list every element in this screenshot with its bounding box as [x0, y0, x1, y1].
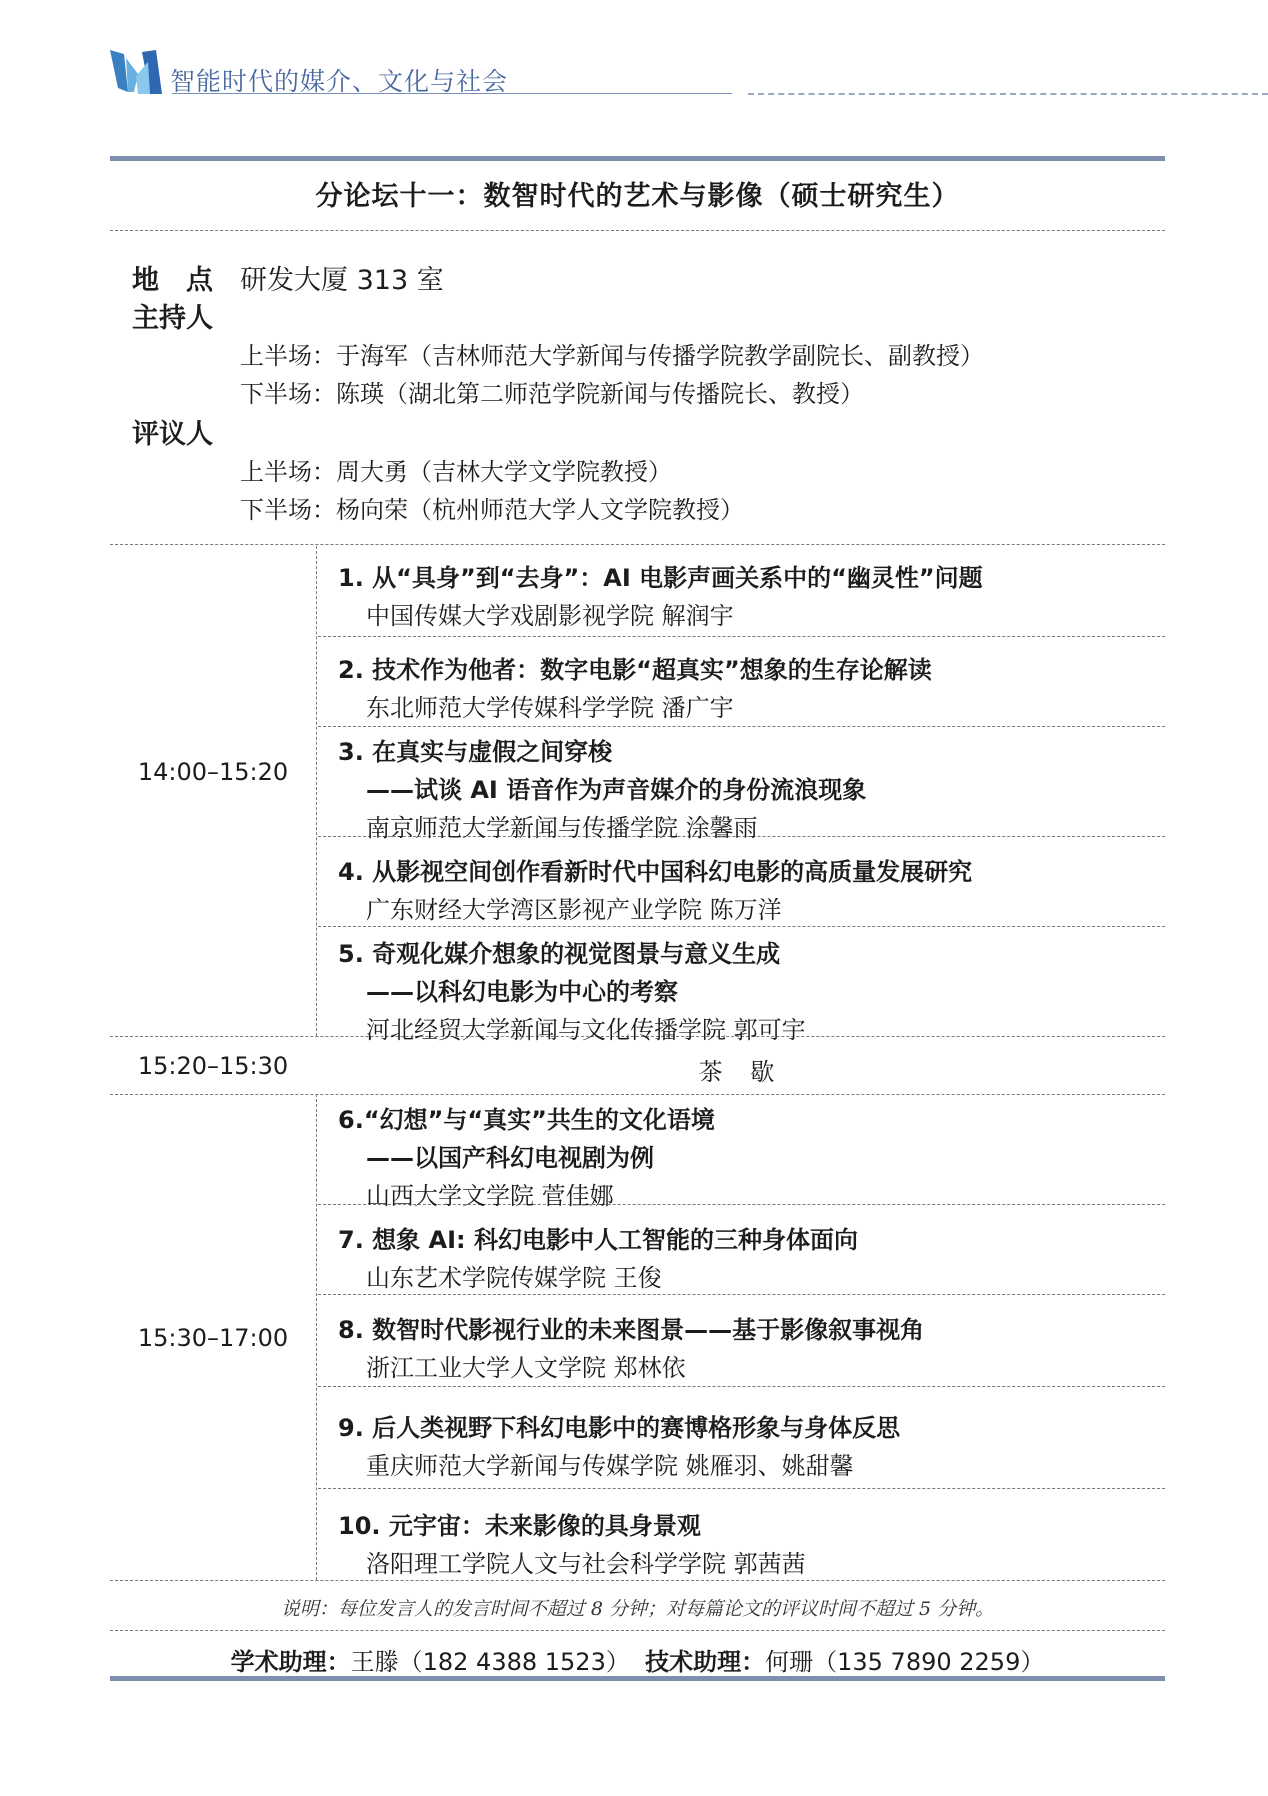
paper-author: 中国传媒大学戏剧影视学院 解润宇 — [366, 602, 734, 630]
paper-subtitle: ——以国产科幻电视剧为例 — [366, 1144, 654, 1172]
row-divider — [318, 636, 1165, 637]
reviewer-second-half: 下半场：杨向荣（杭州师范大学人文学院教授） — [240, 496, 744, 524]
paper-subtitle: ——试谈 AI 语音作为声音媒介的身份流浪现象 — [366, 776, 867, 804]
tea-break-label: 茶 歇 — [698, 1058, 785, 1086]
tech-assistant-value: 何珊（135 7890 2259） — [765, 1648, 1045, 1676]
schedule-column-divider — [316, 546, 317, 1036]
paper-subtitle: ——以科幻电影为中心的考察 — [366, 978, 678, 1006]
academic-assistant-label: 学术助理： — [230, 1648, 351, 1676]
top-rule — [110, 156, 1165, 161]
bottom-rule — [110, 1676, 1165, 1681]
academic-assistant-value: 王滕（182 4388 1523） — [350, 1648, 630, 1676]
paper-author: 重庆师范大学新闻与传媒学院 姚雁羽、姚甜馨 — [366, 1452, 854, 1480]
footer-divider — [110, 1630, 1165, 1631]
divider — [110, 230, 1165, 231]
header-underline — [172, 93, 732, 94]
row-divider — [318, 726, 1165, 727]
paper-title: 1. 从“具身”到“去身”：AI 电影声画关系中的“幽灵性”问题 — [338, 564, 983, 592]
paper-author: 浙江工业大学人文学院 郑林依 — [366, 1354, 686, 1382]
host-first-half: 上半场：于海军（吉林师范大学新闻与传播学院教学副院长、副教授） — [240, 342, 984, 370]
logo-icon — [108, 48, 172, 98]
paper-title: 3. 在真实与虚假之间穿梭 — [338, 738, 613, 766]
row-divider — [318, 1488, 1165, 1489]
location-label: 地 点 — [132, 265, 213, 296]
row-divider — [318, 926, 1165, 927]
paper-title: 10. 元宇宙：未来影像的具身景观 — [338, 1512, 701, 1540]
row-divider — [318, 1386, 1165, 1387]
paper-title: 4. 从影视空间创作看新时代中国科幻电影的高质量发展研究 — [338, 858, 973, 886]
paper-author: 东北师范大学传媒科学学院 潘广宇 — [366, 694, 734, 722]
paper-author: 河北经贸大学新闻与文化传播学院 郭可宇 — [366, 1016, 806, 1044]
session-time: 14:00–15:20 — [137, 758, 289, 786]
host-second-half: 下半场：陈瑛（湖北第二师范学院新闻与传播院长、教授） — [240, 380, 864, 408]
paper-title: 5. 奇观化媒介想象的视觉图景与意义生成 — [338, 940, 781, 968]
paper-title: 2. 技术作为他者：数字电影“超真实”想象的生存论解读 — [338, 656, 932, 684]
schedule-top-divider — [110, 544, 1165, 545]
paper-author: 山东艺术学院传媒学院 王俊 — [366, 1264, 662, 1292]
assistants-line — [110, 1642, 1165, 1677]
session-divider — [110, 1094, 1165, 1095]
paper-author: 山西大学文学院 菅佳娜 — [366, 1182, 614, 1210]
schedule-column-divider — [316, 1094, 317, 1580]
note-text: 说明：每位发言人的发言时间不超过 8 分钟；对每篇论文的评议时间不超过 5 分钟。 — [280, 1598, 995, 1620]
page-header — [108, 48, 1158, 108]
session-time: 15:30–17:00 — [137, 1324, 289, 1352]
header-dash-line — [748, 93, 1268, 95]
location-value: 研发大厦 313 室 — [240, 265, 444, 296]
header-title: 智能时代的媒介、文化与社会 — [170, 67, 509, 96]
paper-title: 6.“幻想”与“真实”共生的文化语境 — [338, 1106, 715, 1134]
hosts-label: 主持人 — [132, 303, 213, 334]
session-time: 15:20–15:30 — [137, 1052, 289, 1080]
paper-author: 广东财经大学湾区影视产业学院 陈万洋 — [366, 896, 782, 924]
paper-author: 南京师范大学新闻与传播学院 涂馨雨 — [366, 814, 758, 842]
paper-title: 9. 后人类视野下科幻电影中的赛博格形象与身体反思 — [338, 1414, 901, 1442]
reviewers-label: 评议人 — [132, 419, 213, 450]
row-divider — [318, 1294, 1165, 1295]
paper-title: 7. 想象 AI: 科幻电影中人工智能的三种身体面向 — [338, 1226, 858, 1254]
forum-title: 分论坛十一：数智时代的艺术与影像（硕士研究生） — [315, 181, 960, 212]
paper-author: 洛阳理工学院人文与社会科学学院 郭茜茜 — [366, 1550, 806, 1578]
reviewer-first-half: 上半场：周大勇（吉林大学文学院教授） — [240, 458, 672, 486]
schedule-bottom-divider — [110, 1580, 1165, 1581]
tech-assistant-label: 技术助理： — [645, 1648, 766, 1676]
paper-title: 8. 数智时代影视行业的未来图景——基于影像叙事视角 — [338, 1316, 925, 1344]
